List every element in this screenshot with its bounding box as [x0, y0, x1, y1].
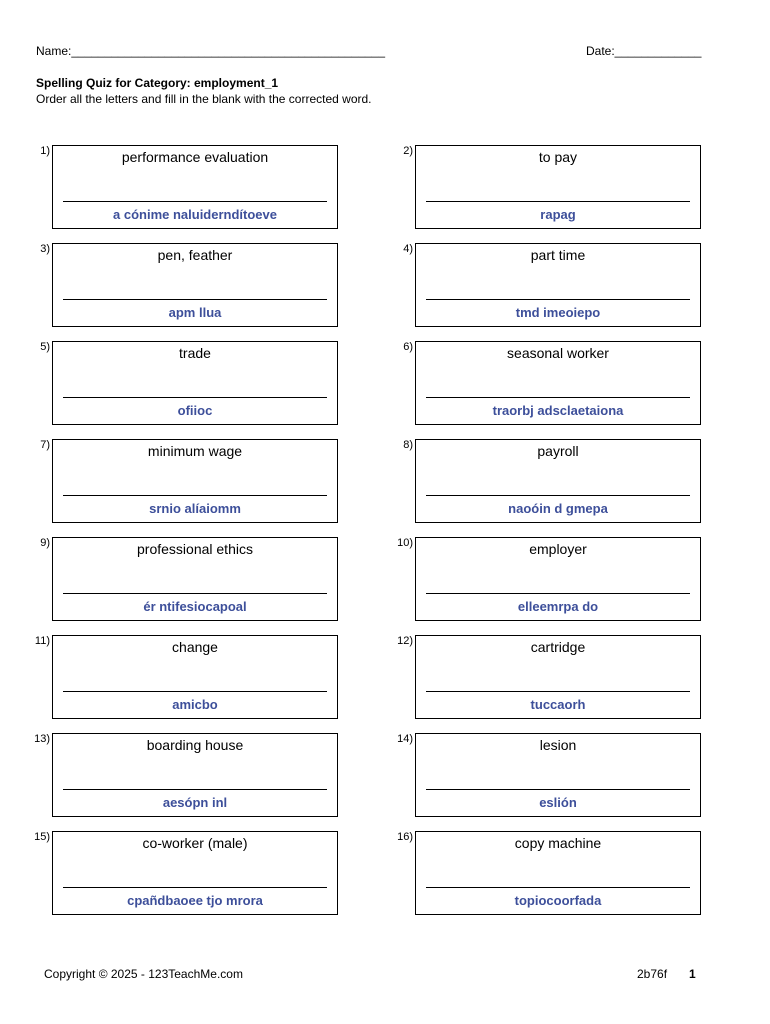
name-line: Name:_______________________________________________ [36, 44, 386, 58]
answer-blank[interactable] [426, 593, 690, 594]
scrambled-word: rapag [540, 207, 576, 222]
question-number: 14) [397, 733, 413, 745]
answer-blank[interactable] [63, 789, 327, 790]
scrambled-word: traorbj adsclaetaiona [492, 403, 624, 418]
question-prompt: employer [529, 541, 587, 557]
question-box[interactable] [52, 145, 338, 229]
scrambled-word: topiocoorfada [514, 893, 602, 908]
question-number: 7) [40, 439, 50, 451]
answer-blank[interactable] [426, 789, 690, 790]
question-box[interactable] [415, 439, 701, 523]
answer-blank[interactable] [63, 691, 327, 692]
question-number: 4) [403, 243, 413, 255]
question-box[interactable] [415, 145, 701, 229]
scrambled-word: srnio alíaiomm [149, 501, 241, 516]
answer-blank[interactable] [426, 495, 690, 496]
question-prompt: minimum wage [147, 443, 243, 459]
question-number: 1) [40, 145, 50, 157]
question-prompt: pen, feather [157, 247, 233, 263]
question-box[interactable] [415, 537, 701, 621]
question-prompt: trade [179, 345, 211, 361]
question-box[interactable] [415, 831, 701, 915]
question-prompt: lesion [539, 737, 577, 753]
answer-blank[interactable] [426, 201, 690, 202]
question-box[interactable] [415, 341, 701, 425]
question-box[interactable] [52, 341, 338, 425]
question-box[interactable] [52, 831, 338, 915]
answer-blank[interactable] [63, 887, 327, 888]
scrambled-word: naoóin d gmepa [508, 501, 608, 516]
question-box[interactable] [52, 439, 338, 523]
question-box[interactable] [415, 243, 701, 327]
answer-blank[interactable] [63, 201, 327, 202]
question-number: 6) [403, 341, 413, 353]
question-prompt: seasonal worker [507, 345, 609, 361]
question-prompt: cartridge [530, 639, 586, 655]
question-number: 13) [34, 733, 50, 745]
copyright-notice: Copyright © 2025 - 123TeachMe.com [44, 967, 243, 981]
answer-blank[interactable] [63, 593, 327, 594]
question-number: 15) [34, 831, 50, 843]
question-number: 12) [397, 635, 413, 647]
question-prompt: copy machine [514, 835, 602, 851]
question-number: 3) [40, 243, 50, 255]
question-box[interactable] [52, 635, 338, 719]
question-number: 5) [40, 341, 50, 353]
question-prompt: professional ethics [137, 541, 253, 557]
answer-blank[interactable] [426, 397, 690, 398]
scrambled-word: aesópn inl [162, 795, 228, 810]
question-prompt: performance evaluation [121, 149, 269, 165]
scrambled-word: elleemrpa do [517, 599, 599, 614]
question-prompt: part time [530, 247, 586, 263]
question-box[interactable] [52, 733, 338, 817]
scrambled-word: cpañdbaoee tjo mrora [127, 893, 263, 908]
quiz-title: Spelling Quiz for Category: employment_1 [36, 76, 279, 90]
page-number: 1 [689, 967, 696, 981]
scrambled-word: amicbo [172, 697, 218, 712]
question-number: 8) [403, 439, 413, 451]
date-line: Date:_____________ [586, 44, 702, 58]
question-number: 16) [397, 831, 413, 843]
scrambled-word: a cónime naluiderndítoeve [113, 207, 277, 222]
quiz-instructions: Order all the letters and fill in the blank with the corrected word. [36, 92, 372, 106]
answer-blank[interactable] [63, 495, 327, 496]
question-prompt: to pay [538, 149, 578, 165]
question-number: 11) [34, 635, 50, 647]
question-number: 9) [40, 537, 50, 549]
question-number: 2) [403, 145, 413, 157]
question-box[interactable] [52, 537, 338, 621]
scrambled-word: tuccaorh [530, 697, 586, 712]
answer-blank[interactable] [426, 299, 690, 300]
question-prompt: co-worker (male) [142, 835, 248, 851]
question-box[interactable] [52, 243, 338, 327]
scrambled-word: ér ntifesiocapoal [143, 599, 247, 614]
question-box[interactable] [415, 733, 701, 817]
question-number: 10) [397, 537, 413, 549]
scrambled-word: eslión [539, 795, 577, 810]
scrambled-word: apm llua [168, 305, 222, 320]
question-prompt: change [172, 639, 218, 655]
answer-blank[interactable] [63, 299, 327, 300]
question-prompt: boarding house [146, 737, 244, 753]
question-prompt: payroll [537, 443, 579, 459]
page-code: 2b76f [637, 967, 668, 981]
answer-blank[interactable] [426, 691, 690, 692]
scrambled-word: tmd imeoiepo [515, 305, 601, 320]
scrambled-word: ofiioc [177, 403, 213, 418]
answer-blank[interactable] [63, 397, 327, 398]
answer-blank[interactable] [426, 887, 690, 888]
question-box[interactable] [415, 635, 701, 719]
